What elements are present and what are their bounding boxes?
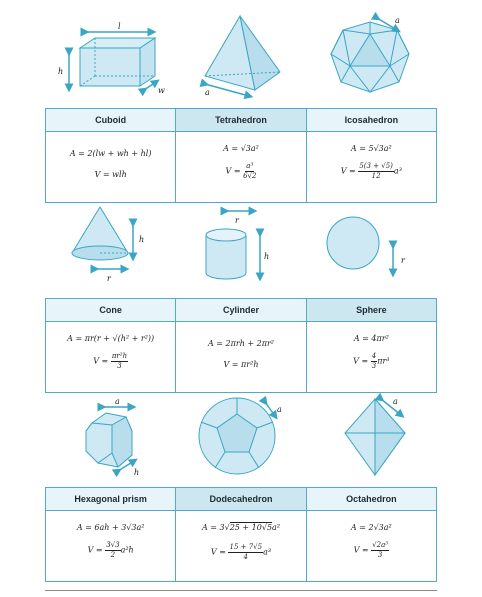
cylinder-volume: V = πr²h [223, 360, 259, 369]
formula-table-2 [45, 298, 437, 393]
cone-volume: V = $\frac{\text{πr²h}}{3}$ [93, 352, 128, 370]
octahedron-figure [335, 395, 425, 485]
label-a: a [115, 397, 120, 406]
header-cuboid: Cuboid [46, 109, 176, 131]
label-a: a [205, 88, 210, 97]
sphere-volume: V = $\frac{4}{3}$ πr³ [353, 352, 390, 370]
label-a: a [395, 16, 400, 25]
label-a: a [277, 405, 282, 414]
tetrahedron-formulas [176, 132, 306, 202]
sphere-formulas [307, 322, 436, 392]
icosahedron-area: A = 5√3a² [350, 144, 392, 153]
label-r: r [107, 274, 111, 283]
label-h: h [264, 252, 270, 261]
footer-rule [45, 590, 437, 591]
dodecahedron-figure [195, 392, 295, 482]
sphere-figure [325, 215, 420, 285]
label-a: a [393, 397, 398, 406]
cuboid-area: A = 2(lw + wh + hl) [69, 149, 152, 158]
icosahedron-figure [325, 12, 420, 102]
tetrahedron-volume: V = $\frac{\text{a³}}{6√2}$ [225, 162, 257, 180]
icosahedron-formulas [307, 132, 436, 202]
dodecahedron-volume: V = $\frac{15 + 7√5}{4}$ a³ [210, 543, 272, 561]
cone-formulas [46, 322, 176, 392]
header-sphere: Sphere [307, 299, 436, 321]
label-w: w [158, 86, 165, 95]
octahedron-area: A = 2√3a² [350, 523, 392, 532]
cuboid-formulas [46, 132, 176, 202]
cylinder-area: A = 2πrh + 2πr² [207, 339, 275, 348]
header-dodecahedron: Dodecahedron [176, 488, 306, 510]
formula-table-1 [45, 108, 437, 203]
formula-table-3 [45, 487, 437, 582]
hexagonal-prism-area: A = 6ah + 3√3a² [76, 523, 145, 532]
cone-area: A = πr(r + √(h² + r²)) [67, 334, 155, 343]
label-r: r [235, 216, 239, 225]
header-octahedron: Octahedron [307, 488, 436, 510]
header-cylinder: Cylinder [176, 299, 306, 321]
header-tetrahedron: Tetrahedron [176, 109, 306, 131]
tetrahedron-area: A = √3a² [223, 144, 259, 153]
hexagonal-prism-formulas [46, 511, 176, 581]
label-h: h [139, 235, 145, 244]
octahedron-volume: V = $\frac{\text{√2a³}}{3}$ [353, 541, 389, 559]
cylinder-formulas [176, 322, 306, 392]
header-cone: Cone [46, 299, 176, 321]
dodecahedron-formulas [176, 511, 306, 581]
cuboid-volume: V = wlh [94, 170, 127, 179]
cone-figure [65, 205, 155, 285]
icosahedron-volume: V = $\frac{5(3 + √5)}{12}$ a³ [340, 162, 402, 180]
octahedron-formulas [307, 511, 436, 581]
dodecahedron-area: A = 3√25 + 10√5a² [201, 523, 281, 532]
label-h: h [134, 468, 140, 477]
label-h: h [58, 67, 64, 76]
cylinder-figure [198, 205, 288, 290]
tetrahedron-figure [195, 14, 295, 99]
sphere-area: A = 4πr² [353, 334, 389, 343]
cuboid-figure [55, 20, 175, 100]
header-hexagonal-prism: Hexagonal prism [46, 488, 176, 510]
hexagonal-prism-volume: V = $\frac{3√3}{2}$ a²h [87, 541, 134, 559]
label-r: r [401, 256, 405, 265]
hexagonal-prism-figure [72, 395, 162, 480]
header-icosahedron: Icosahedron [307, 109, 436, 131]
label-l: l [118, 22, 121, 31]
